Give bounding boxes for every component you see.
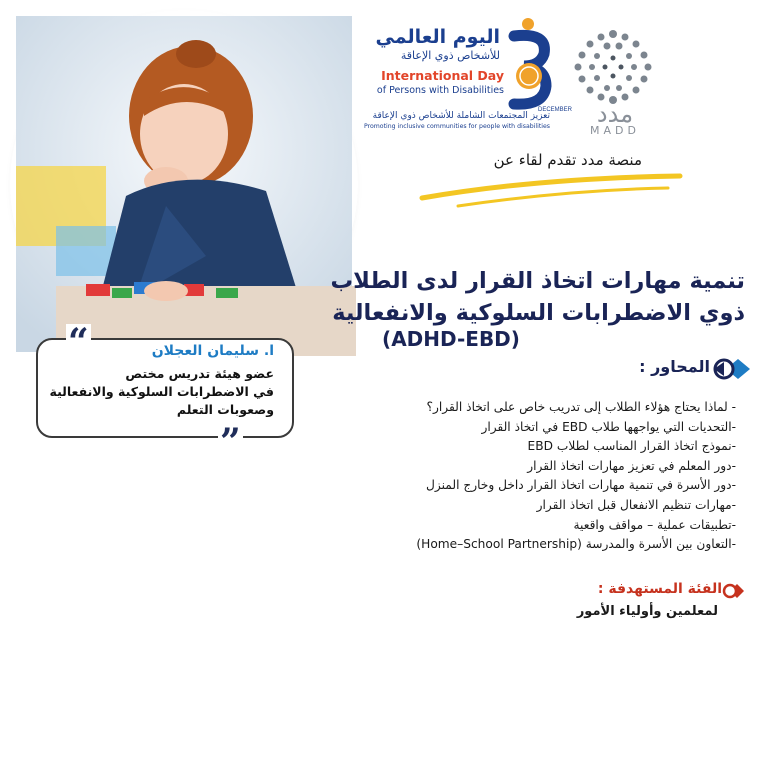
talk-title-abbr: (ADHD-EBD) [382,327,520,351]
list-item: -التحديات التي يواجهها طلاب EBD في اتخاذ القرار [481,419,736,434]
talk-title-line1: تنمية مهارات اتخاذ القرار لدى الطلاب [330,268,745,294]
intro-text: منصة مدد تقدم لقاء عن [493,151,642,169]
speaker-role [44,365,274,419]
madd-name-ar: مدد [596,100,634,128]
list-item: -دور الأسرة في تنمية مهارات اتخاذ القرار داخل وخارج المنزل [426,478,736,493]
idpd-emblem-logo [498,14,573,116]
list-item: -تطبيقات عملية – مواقف واقعية [573,517,736,532]
idpd-title-en: International Day [381,68,504,83]
speaker-role-line: في الاضطرابات السلوكية والانفعالية [49,384,274,399]
target-bullet-icon [722,581,744,601]
speaker-role-line: وصعوبات التعلم [176,402,274,417]
madd-dots-logo [568,28,658,108]
list-item: -التعاون بين الأسرة والمدرسة (Home–School Partnership) [416,537,736,552]
axes-list [300,398,736,555]
talk-title [300,265,745,329]
idpd-title-ar: اليوم العالمي [375,26,500,48]
close-quote-icon: ” [220,421,241,463]
axes-bullet-icon [712,356,750,382]
talk-title-line2: ذوي الاضطرابات السلوكية والانفعالية [332,300,745,326]
target-audience: لمعلمين وأولياء الأمور [576,604,718,619]
yellow-swoosh-decoration [418,168,688,214]
speaker-name: ا. سليمان العجلان [151,343,274,359]
list-item: -مهارات تنظيم الانفعال قبل اتخاذ القرار [536,497,736,512]
open-quote-icon: “ [68,321,89,363]
idpd-emblem-month: DECEMBER [538,107,573,113]
madd-name-en: MADD [590,124,640,137]
list-item: -نموذج اتخاذ القرار المناسب لطلاب EBD [527,439,736,454]
idpd-tagline-ar: تعزيز المجتمعات الشاملة للأشخاص ذوي الإعاقة [372,111,550,121]
axes-heading: المحاور : [639,357,710,376]
target-heading: الفئة المستهدفة : [597,581,722,597]
idpd-subtitle-en: of Persons with Disabilities [376,85,504,96]
list-item: -دور المعلم في تعزيز مهارات اتخاذ القرار [527,458,736,473]
idpd-tagline-en: Promoting inclusive communities for people with disabilities [363,123,550,130]
speaker-role-line: عضو هيئة تدريس مختص [125,366,274,381]
idpd-subtitle-ar: للأشخاص ذوي الإعاقة [400,49,500,62]
list-item: - لماذا يحتاج هؤلاء الطلاب إلى تدريب خاص على اتخاذ القرار؟ [426,400,736,414]
